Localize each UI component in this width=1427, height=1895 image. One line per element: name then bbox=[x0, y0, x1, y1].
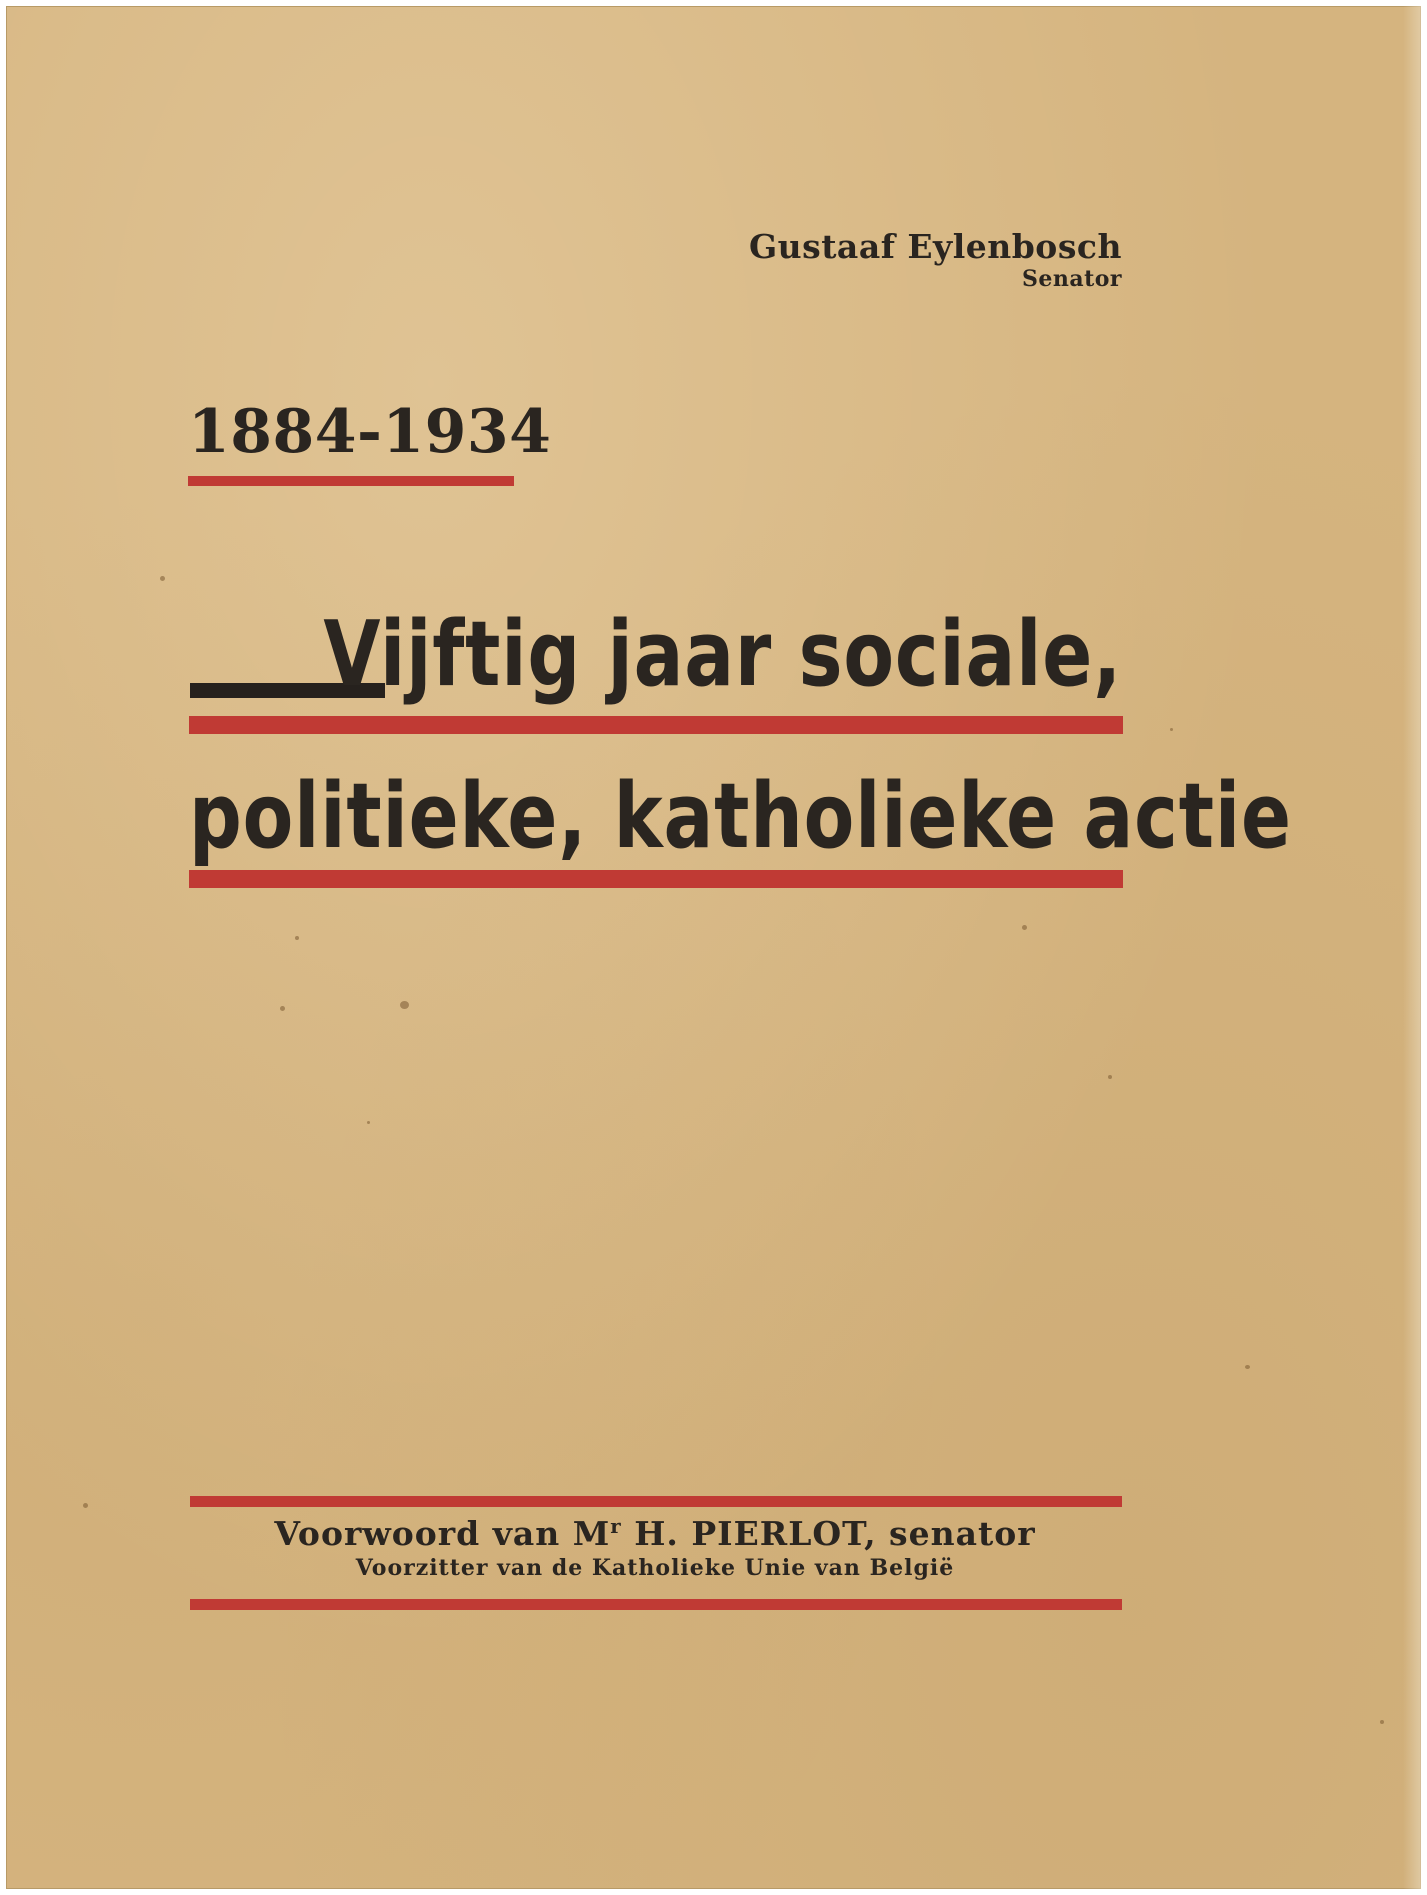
title-line-1: Vijftig jaar sociale, bbox=[323, 602, 1122, 707]
paper-speck bbox=[295, 936, 299, 940]
foreword-line bbox=[190, 1514, 1120, 1554]
title-line-2: politieke, katholieke actie bbox=[189, 764, 1292, 869]
paper-speck bbox=[367, 1121, 370, 1124]
author-block bbox=[749, 228, 1122, 293]
title-underline-2 bbox=[189, 870, 1123, 888]
foreword-rule-bottom bbox=[190, 1599, 1122, 1610]
paper-speck bbox=[160, 576, 165, 581]
years-underline bbox=[188, 476, 514, 486]
cover-edge-highlight bbox=[1403, 6, 1421, 1889]
paper-speck bbox=[400, 1001, 409, 1009]
foreword-suffix: H. PIERLOT, senator bbox=[621, 1514, 1036, 1553]
paper-speck bbox=[1170, 728, 1173, 731]
author-name: Gustaaf Eylenbosch bbox=[748, 227, 1122, 266]
paper-speck bbox=[1108, 1075, 1112, 1079]
paper-speck bbox=[1380, 1720, 1384, 1724]
foreword-subtitle: Voorzitter van de Katholieke Unie van België bbox=[355, 1554, 955, 1581]
author-role: Senator bbox=[1021, 265, 1122, 292]
paper-speck bbox=[280, 1006, 285, 1011]
title-underline-1 bbox=[189, 716, 1123, 734]
paper-speck bbox=[1022, 925, 1027, 930]
paper-speck bbox=[1245, 1365, 1250, 1369]
foreword-rule-top bbox=[190, 1496, 1122, 1507]
years-heading: 1884-1934 bbox=[188, 397, 552, 467]
foreword-prefix: Voorwoord van M bbox=[274, 1514, 611, 1553]
foreword-superscript: r bbox=[610, 1514, 622, 1538]
paper-speck bbox=[83, 1503, 88, 1508]
foreword-block bbox=[190, 1514, 1120, 1582]
